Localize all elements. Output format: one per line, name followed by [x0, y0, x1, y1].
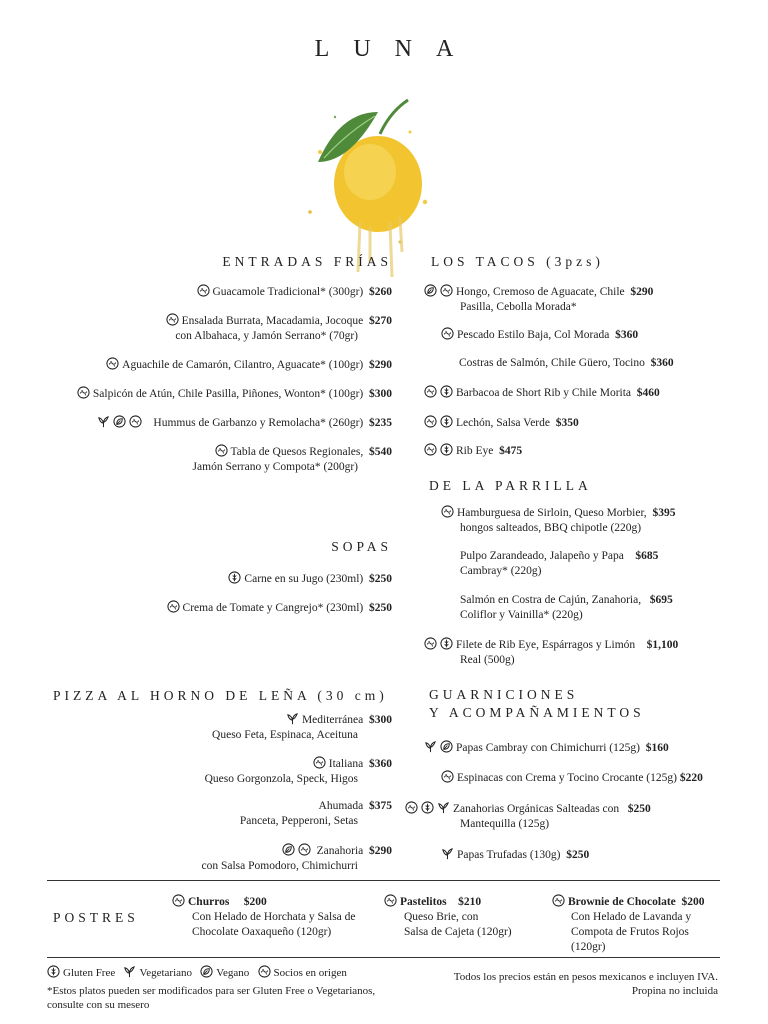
- gluten-free-icon: [440, 415, 453, 428]
- menu-item-taco-pescado: Pescado Estilo Baja, Col Morada $360: [441, 327, 638, 343]
- section-title-tacos: LOS TACOS (3pzs): [431, 254, 604, 269]
- legend: [47, 965, 347, 980]
- vegetarian-icon: [437, 801, 450, 814]
- local-icon: [405, 801, 418, 814]
- gluten-free-icon: [440, 443, 453, 456]
- local-icon: [441, 505, 454, 518]
- local-icon: [298, 843, 311, 856]
- local-icon: [129, 415, 142, 428]
- legend-gluten-free: Gluten Free: [63, 967, 116, 979]
- menu-item-zanahorias: Zanahorias Orgánicas Salteadas con $250 Mantequilla (125g): [405, 801, 651, 832]
- gluten-free-icon: [228, 571, 241, 584]
- menu-item-tabla-quesos: Tabla de Quesos Regionales, $540 Jamón Serrano y Compota* (200gr): [192, 446, 392, 473]
- legend-vegan: Vegano: [216, 967, 250, 979]
- vegan-icon: [282, 843, 295, 856]
- menu-item-taco-salmon: Costras de Salmón, Chile Güero, Tocino $360: [459, 357, 674, 369]
- vegetarian-icon: [286, 712, 299, 725]
- legend-vegetarian: Vegetariano: [139, 967, 193, 979]
- local-icon: [313, 756, 326, 769]
- menu-item-taco-barbacoa: Barbacoa de Short Rib y Chile Morita $460: [424, 385, 660, 401]
- local-icon: [166, 313, 179, 326]
- section-title-pizza: PIZZA AL HORNO DE LEÑA (30 cm): [53, 688, 388, 703]
- brand-logo: LUNA: [314, 36, 478, 62]
- local-icon: [167, 600, 180, 613]
- menu-item-taco-hongo: Hongo, Cremoso de Aguacate, Chile $290 Pasilla, Cebolla Morada*: [424, 284, 653, 315]
- menu-item-filete-rib-eye: Filete de Rib Eye, Espárragos y Limón $1,100 Real (500g): [424, 637, 678, 668]
- gluten-free-icon: [440, 637, 453, 650]
- menu-item-carne-jugo: Carne en su Jugo (230ml) $250: [228, 571, 392, 587]
- local-icon: [384, 894, 397, 907]
- divider-top: [47, 880, 720, 881]
- local-icon: [440, 284, 453, 297]
- local-icon: [441, 327, 454, 340]
- menu-item-aguachile: Aguachile de Camarón, Cilantro, Aguacate* (100gr) $290: [106, 357, 392, 373]
- section-title-entradas: ENTRADAS FRÍAS: [222, 254, 392, 269]
- vegan-icon: [200, 965, 213, 978]
- menu-item-hummus: Hummus de Garbanzo y Remolacha* (260gr) $235: [97, 415, 392, 431]
- menu-item-papas-cambray: Papas Cambray con Chimichurri (125g) $160: [424, 740, 669, 756]
- menu-item-crema-tomate: Crema de Tomate y Cangrejo* (230ml) $250: [167, 600, 392, 616]
- menu-item-pulpo: Pulpo Zarandeado, Jalapeño y Papa $685 Cambray* (220g): [460, 550, 659, 577]
- divider-bottom: [47, 957, 720, 958]
- section-title-sopas: SOPAS: [331, 539, 392, 554]
- vegetarian-icon: [424, 740, 437, 753]
- menu-item-pizza-italiana: Italiana $360 Queso Gorgonzola, Speck, Higos: [204, 758, 392, 785]
- dessert-brownie: Brownie de Chocolate $200 Con Helado de Lavanda y Compota de Frutos Rojos (120gr): [552, 894, 705, 955]
- local-icon: [424, 637, 437, 650]
- section-title-parrilla: DE LA PARRILLA: [429, 478, 592, 493]
- footnote: *Estos platos pueden ser modificados para ser Gluten Free o Vegetarianos, consulte con su mesero: [47, 985, 376, 1011]
- local-icon: [172, 894, 185, 907]
- menu-item-espinacas: Espinacas con Crema y Tocino Crocante (125g) $220: [441, 770, 703, 786]
- local-icon: [424, 443, 437, 456]
- menu-item-salmon-cajun: Salmón en Costra de Cajún, Zanahoria, $695 Coliflor y Vainilla* (220g): [460, 594, 673, 621]
- prices-note: Todos los precios están en pesos mexicanos e incluyen IVA. Propina no incluida: [453, 971, 718, 997]
- menu-item-papas-trufadas: Papas Trufadas (130g) $250: [441, 847, 589, 863]
- local-icon: [424, 385, 437, 398]
- local-icon: [215, 444, 228, 457]
- gluten-free-icon: [421, 801, 434, 814]
- vegan-icon: [440, 740, 453, 753]
- vegan-icon: [424, 284, 437, 297]
- local-icon: [258, 965, 271, 978]
- vegetarian-icon: [97, 415, 110, 428]
- local-icon: [77, 386, 90, 399]
- menu-item-pizza-ahumada: Ahumada $375 Panceta, Pepperoni, Setas: [239, 800, 392, 827]
- menu-item-pizza-mediterranea: Mediterránea $300 Queso Feta, Espinaca, Aceituna: [212, 714, 392, 741]
- vegan-icon: [113, 415, 126, 428]
- section-title-postres: POSTRES: [53, 910, 139, 925]
- legend-local: Socios en origen: [273, 967, 347, 979]
- dessert-pastelitos: Pastelitos $210 Queso Brie, con Salsa de Cajeta (120gr): [384, 894, 512, 940]
- menu-item-hamburguesa: Hamburguesa de Sirloin, Queso Morbier, $395 hongos salteados, BBQ chipotle (220g): [441, 505, 675, 536]
- local-icon: [552, 894, 565, 907]
- vegetarian-icon: [441, 847, 454, 860]
- menu-item-guacamole: Guacamole Tradicional* (300gr) $260: [197, 284, 393, 300]
- local-icon: [106, 357, 119, 370]
- local-icon: [441, 770, 454, 783]
- section-subtitle-acompanamientos: Y ACOMPAÑAMIENTOS: [429, 705, 645, 720]
- gluten-free-icon: [47, 965, 60, 978]
- local-icon: [197, 284, 210, 297]
- local-icon: [424, 415, 437, 428]
- menu-item-taco-lechon: Lechón, Salsa Verde $350: [424, 415, 579, 431]
- menu-item-taco-rib-eye: Rib Eye $475: [424, 443, 522, 459]
- section-title-guarniciones: GUARNICIONES: [429, 687, 579, 702]
- menu-item-salpicon: Salpicón de Atún, Chile Pasilla, Piñones, Wonton* (100gr) $300: [77, 386, 392, 402]
- menu-item-ensalada: Ensalada Burrata, Macadamia, Jocoque $270 con Albahaca, y Jamón Serrano* (70gr): [166, 313, 392, 344]
- vegetarian-icon: [123, 965, 136, 978]
- dessert-churros: Churros $200 Con Helado de Horchata y Salsa de Chocolate Oaxaqueño (120gr): [172, 894, 356, 940]
- gluten-free-icon: [440, 385, 453, 398]
- menu-item-pizza-zanahoria: Zanahoria $290 con Salsa Pomodoro, Chimichurri: [201, 845, 392, 872]
